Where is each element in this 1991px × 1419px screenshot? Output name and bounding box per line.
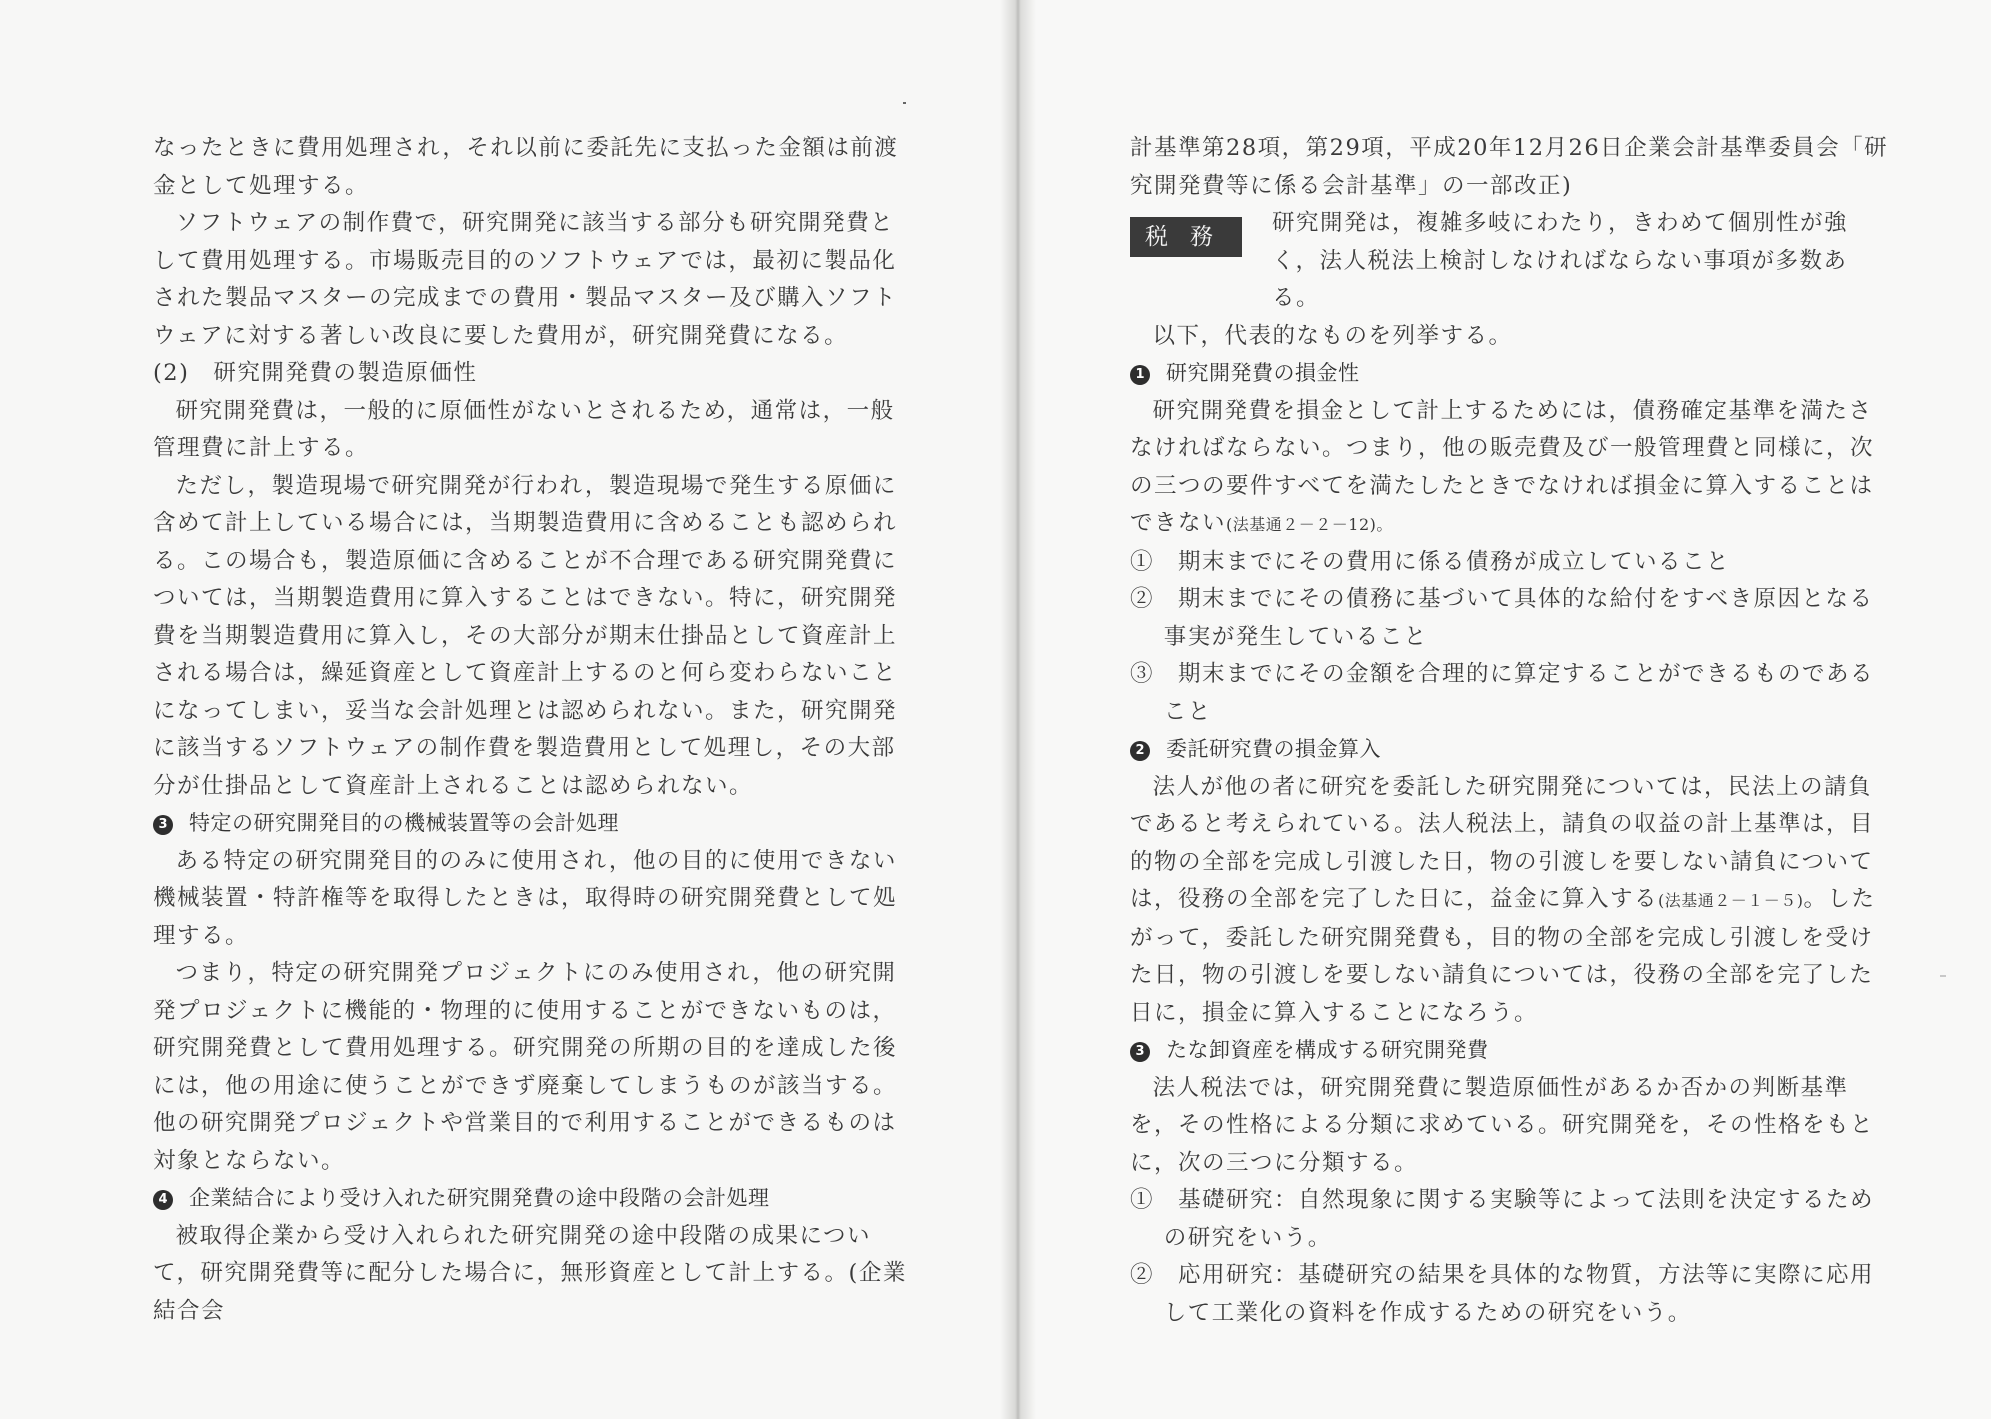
section-heading xyxy=(153,805,913,843)
paragraph xyxy=(1130,769,1892,1033)
numbered-bullet-icon: 3 xyxy=(153,815,173,835)
paragraph-text: 研究開発費を損金として計上するためには，債務確定基準を満たさなければならない。つまり，他の販売費及び一般管理費と同様に，次の三つの要件すべてを満たしたときでなければ損金に算入することはできない xyxy=(1130,397,1875,536)
numbered-bullet-icon: 4 xyxy=(153,1190,173,1210)
paragraph-text: 法人が他の者に研究を委託した研究開発については，民法上の請負であると考えられている。法人税法上，請負の収益の計上基準は，目的物の全部を完成し引渡した日，物の引渡しを要しない請負については，役務の全部を完了した日に，益金に算入する xyxy=(1130,773,1875,912)
paragraph: 法人税法では，研究開発費に製造原価性があるか否かの判断基準を，その性格による分類に求めている。研究開発を，その性格をもとに，次の三つに分類する。 xyxy=(1130,1074,1875,1176)
section-heading xyxy=(1130,1032,1892,1070)
tax-badge: 税務 xyxy=(1130,217,1242,257)
legal-reference: (法基通２－２－12)。 xyxy=(1226,515,1393,534)
heading-text: 特定の研究開発目的の機械装置等の会計処理 xyxy=(189,811,619,835)
list-item: ② 応用研究：基礎研究の結果を具体的な物質，方法等に実際に応用して工業化の資料を作成するための研究をいう。 xyxy=(1130,1262,1875,1326)
scan-mark xyxy=(903,102,906,104)
paragraph: 研究開発は，複雑多岐にわたり，きわめて個別性が強く，法人税法上検討しなければならない事項が多数ある。 xyxy=(1272,210,1849,311)
legal-reference: (法基通２－１－５) xyxy=(1658,891,1804,910)
numbered-bullet-icon: 2 xyxy=(1130,741,1150,761)
heading-text: 研究開発費の損金性 xyxy=(1166,361,1360,385)
list-item: ① 基礎研究：自然現象に関する実験等によって法則を決定するための研究をいう。 xyxy=(1130,1187,1875,1251)
numbered-bullet-icon: 3 xyxy=(1130,1042,1150,1062)
paragraph: 被取得企業から受け入れられた研究開発の途中段階の成果について，研究開発費等に配分した場合に，無形資産として計上する。(企業結合会 xyxy=(153,1222,907,1324)
heading-text: 企業結合により受け入れた研究開発費の途中段階の会計処理 xyxy=(189,1186,770,1210)
heading-text: たな卸資産を構成する研究開発費 xyxy=(1166,1038,1489,1062)
numbered-bullet-icon: 1 xyxy=(1130,365,1150,385)
paragraph: つまり，特定の研究開発プロジェクトにのみ使用され，他の研究開発プロジェクトに機能的・物理的に使用することができないものは，研究開発費として費用処理する。研究開発の所期の目的を達成した後には，他の用途に使うことができず廃棄してしまうものが該当する。他の研究開発プロジェクトや営業目的で利用することができるものは対象とならない。 xyxy=(153,960,898,1174)
paragraph xyxy=(1130,393,1892,544)
list-item: ① 期末までにその費用に係る債務が成立していること xyxy=(1130,548,1731,575)
list-item: ② 期末までにその債務に基づいて具体的な給付をすべき原因となる事実が発生していること xyxy=(1130,586,1874,650)
paragraph: ある特定の研究開発目的のみに使用され，他の目的に使用できない機械装置・特許権等を取得したときは，取得時の研究開発費として処理する。 xyxy=(153,847,898,949)
paragraph: ソフトウェアの制作費で，研究開発に該当する部分も研究開発費として費用処理する。市場販売目的のソフトウェアでは，最初に製品化された製品マスターの完成までの費用・製品マスター及び購入ソフトウェアに対する著しい改良に要した費用が，研究開発費になる。 xyxy=(153,210,898,349)
section-heading: (2) 研究開発費の製造原価性 xyxy=(153,360,478,386)
list-item: ③ 期末までにその金額を合理的に算定することができるものであること xyxy=(1130,661,1875,725)
tax-section-intro xyxy=(1130,205,1892,318)
scan-dust xyxy=(1940,975,1946,977)
section-heading xyxy=(1130,355,1892,393)
paragraph: 研究開発費は，一般的に原価性がないとされるため，通常は，一般管理費に計上する。 xyxy=(153,397,895,461)
left-text-column xyxy=(153,130,913,1330)
paragraph-text: 。したがって，委託した研究開発費も，目的物の全部を完成し引渡しを受けた日，物の引渡しを要しない請負については，役務の全部を完了した日に，損金に算入することになろう。 xyxy=(1130,886,1876,1026)
section-heading xyxy=(1130,731,1892,769)
heading-text: 委託研究費の損金算入 xyxy=(1166,737,1381,761)
paragraph: なったときに費用処理され，それ以前に委託先に支払った金額は前渡金として処理する。 xyxy=(153,135,899,199)
right-text-column xyxy=(1130,130,1892,1332)
section-heading xyxy=(153,1180,913,1218)
paragraph: ただし，製造現場で研究開発が行われ，製造現場で発生する原価に含めて計上している場合には，当期製造費用に含めることも認められる。この場合も，製造原価に含めることが不合理である研究開発費については，当期製造費用に算入することはできない。特に，研究開発費を当期製造費用に算入し，その大部分が期末仕掛品として資産計上される場合は，繰延資産として資産計上するのと何ら変わらないことになってしまい，妥当な会計処理とは認められない。また，研究開発に該当するソフトウェアの制作費を製造費用として処理し，その大部分が仕掛品として資産計上されることは認められない。 xyxy=(153,472,898,799)
paragraph: 以下，代表的なものを列挙する。 xyxy=(1152,322,1513,349)
book-gutter xyxy=(1000,0,1036,1419)
paragraph: 計基準第28項，第29項，平成20年12月26日企業会計基準委員会「研究開発費等に係る会計基準」の一部改正) xyxy=(1130,135,1889,199)
